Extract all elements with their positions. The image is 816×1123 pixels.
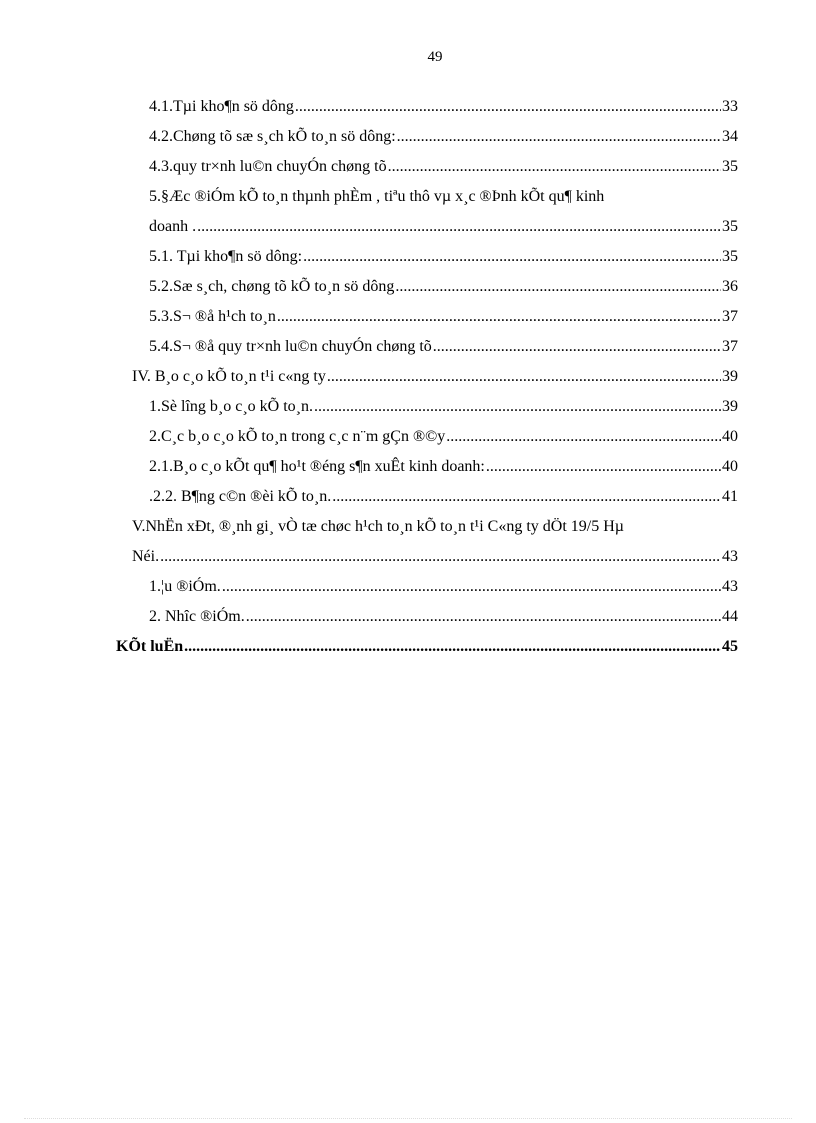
toc-title: 5.2.Sæ s¸ch, chøng tõ kÕ to¸n sö dông [149,278,395,295]
dot-leader [295,92,721,122]
toc-page: 35 [722,218,738,235]
toc-entry-iv-2-1[interactable] [0,452,816,482]
toc-page: 33 [722,98,738,115]
dot-leader [246,602,721,632]
toc-page: 34 [722,128,738,145]
dot-leader [397,122,721,152]
toc-page: 45 [722,638,738,655]
toc-page: 36 [722,278,738,295]
toc-entry-iv[interactable] [0,362,816,392]
toc-title-line1: V.NhËn xÐt, ®¸nh gi¸ vÒ tæ chøc h¹ch to¸n kÕ to¸n t¹i C«ng ty dÖt 19/5 Hµ [132,518,624,535]
toc-title: 4.1.Tµi kho¶n sö dông [149,98,294,115]
toc-title: 5.1. Tµi kho¶n sö dông: [149,248,303,265]
toc-page: 40 [722,458,738,475]
toc-entry-5-4[interactable] [0,332,816,362]
toc-title-line1: 5.§Æc ®iÓm kÕ to¸n thµnh phÈm , tiªu thô vµ x¸c ®Þnh kÕt qu¶ kinh [149,188,605,205]
toc-entry-4-3[interactable] [0,152,816,182]
toc-entry-iv-2-2[interactable] [0,482,816,512]
dot-leader [222,572,721,602]
toc-title: 4.2.Chøng tõ sæ s¸ch kÕ to¸n sö dông: [149,128,396,145]
toc-entry-4-1[interactable] [0,92,816,122]
toc-page: 43 [722,548,738,565]
dot-leader [303,242,721,272]
dot-leader [160,542,721,572]
toc-page: 41 [722,488,738,505]
toc-title: doanh . [149,218,197,235]
toc-title: Néi. [132,548,160,565]
toc-title: KÕt luËn [116,638,184,655]
toc-page: 44 [722,608,738,625]
toc-entry-v-2[interactable] [0,602,816,632]
dot-leader [332,482,721,512]
dot-leader [395,272,721,302]
toc-title: 1.Sè lîng b¸o c¸o kÕ to¸n. [149,398,313,415]
toc-entry-conclusion[interactable] [0,632,816,662]
dot-leader [314,392,721,422]
dot-leader [184,632,721,662]
toc-title: 2. Nhîc ®iÓm. [149,608,245,625]
toc-title: 2.C¸c b¸o c¸o kÕ to¸n trong c¸c n¨m gÇn ®©y [149,428,446,445]
toc-title: 5.4.S¬ ®å quy tr×nh lu©n chuyÓn chøng tõ [149,338,432,355]
toc-page: 37 [722,308,738,325]
dot-leader [388,152,721,182]
toc-entry-iv-1[interactable] [0,392,816,422]
toc-title: 2.1.B¸o c¸o kÕt qu¶ ho¹t ®éng s¶n xuÊt kinh doanh: [149,458,485,475]
toc-page: 35 [722,248,738,265]
dot-leader [277,302,721,332]
toc-page: 39 [722,398,738,415]
page-number: 49 [427,49,443,65]
dot-leader [486,452,721,482]
table-of-contents [0,92,816,662]
dot-leader [327,362,721,392]
toc-entry-5[interactable] [0,182,816,242]
toc-entry-4-2[interactable] [0,122,816,152]
toc-title: 5.3.S¬ ®å h¹ch to¸n [149,308,276,325]
toc-entry-5-2[interactable] [0,272,816,302]
toc-entry-v-1[interactable] [0,572,816,602]
toc-entry-5-3[interactable] [0,302,816,332]
toc-page: 43 [722,578,738,595]
toc-page: 39 [722,368,738,385]
toc-title: 4.3.quy tr×nh lu©n chuyÓn chøng tõ [149,158,387,175]
toc-entry-5-1[interactable] [0,242,816,272]
dot-leader [433,332,721,362]
toc-title: .2.2. B¶ng c©n ®èi kÕ to¸n. [149,488,332,505]
dot-leader [197,212,721,242]
toc-title: IV. B¸o c¸o kÕ to¸n t¹i c«ng ty [132,368,326,385]
toc-page: 35 [722,158,738,175]
toc-page: 37 [722,338,738,355]
toc-page: 40 [722,428,738,445]
page-bottom-divider [24,1118,792,1119]
dot-leader [446,422,721,452]
toc-entry-iv-2[interactable] [0,422,816,452]
toc-entry-v[interactable] [0,512,816,572]
toc-title: 1.¦u ®iÓm. [149,578,221,595]
